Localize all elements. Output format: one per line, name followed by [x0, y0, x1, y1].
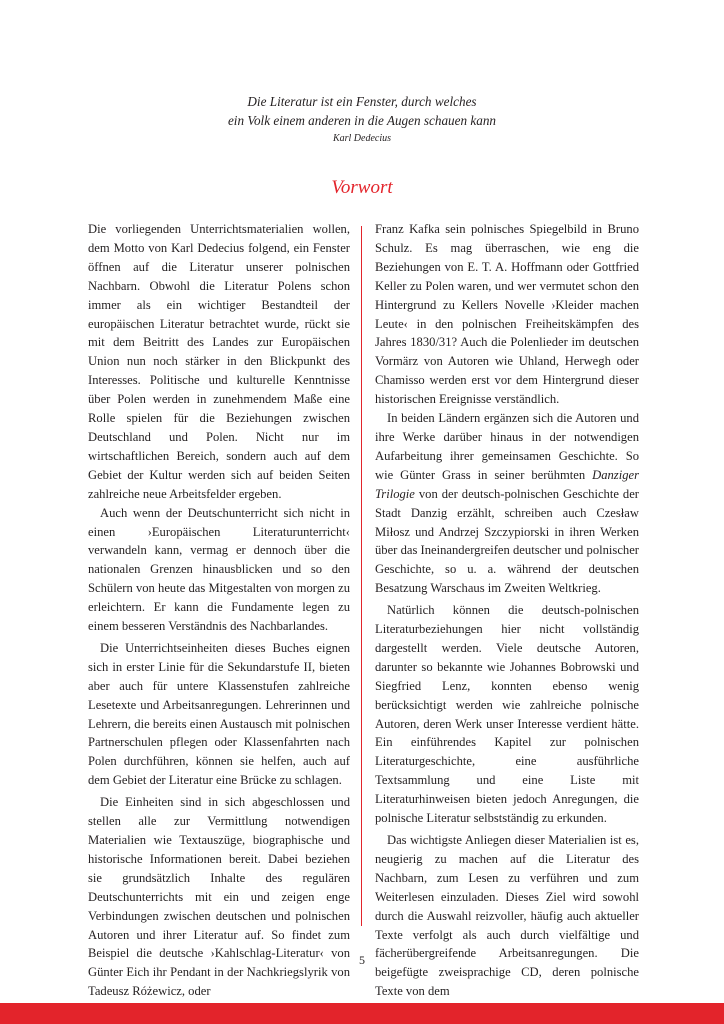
- page-number: 5: [359, 953, 365, 967]
- footer-bar: [0, 1003, 724, 1024]
- epigraph-author: Karl Dedecius: [332, 133, 392, 144]
- paragraph: [375, 409, 639, 598]
- left-column: [88, 220, 350, 1001]
- epigraph-line-2: ein Volk einem anderen in die Augen schauen kann: [227, 113, 497, 128]
- book-title: Danziger Trilogie: [375, 467, 639, 501]
- column-divider: [361, 226, 362, 926]
- epigraph: [0, 92, 724, 146]
- paragraph: Die Einheiten sind in sich abgeschlossen und stellen alle zur Vermittlung notwendigen Materialien wie Textauszüge, biographische und historische Informationen bereit. Dabei beziehen sie grundsätzlich Inhalte des regulären Deutschunterrichts mit ein und zeigen enge Verbindungen zwischen deutschen und polnischen Autoren und ihrer Literatur auf. So findet zum Beispiel die deutsche ›Kahlschlag-Literatur‹ von Günter Eich ihr Pendant in der Nachkriegslyrik von Tadeusz Różewicz, oder: [88, 795, 350, 999]
- paragraph: Franz Kafka sein polnisches Spiegelbild in Bruno Schulz. Es mag überraschen, wie eng die Beziehungen von E. T. A. Hoffmann oder Gottfried Keller zu Polen waren, und wer vermutet schon den Hintergrund zu Kellers Novelle ›Kleider machen Leute‹ in den polnischen Freiheitskämpfen des Jahres 1830/31? Auch die Polenlieder im deutschen Vormärz von Autoren wie Uhland, Herwegh oder Chamisso werden erst vor dem Hintergrund dieser historischen Ereignisse verständlich.: [375, 222, 639, 407]
- paragraph: Das wichtigste Anliegen dieser Materialien ist es, neugierig zu machen auf die Literatur des Nachbarn, zum Lesen zu verführen und zum Weiterlesen einzuladen. Dieses Ziel wird sowohl durch die Auswahl reizvoller, häufig auch aktueller Texte verfolgt als auch durch vielfältige und fächerübergreifende Arbeitsanregungen. Die beigefügte zweisprachige CD, deren polnische Texte von dem: [375, 833, 639, 999]
- paragraph: Die Unterrichtseinheiten dieses Buches eignen sich in erster Linie für die Sekundarstufe II, bieten aber auch für untere Klassenstufen zahlreiche Lesetexte und Arbeitsanregungen. Lehrerinnen und Lehrern, die bereits einen Austausch mit polnischen Partnerschulen pflegen oder Klassenfahrten nach Polen durchführen, können sie helfen, auch auf dem Gebiet der Literatur eine Brücke zu schlagen.: [88, 640, 350, 788]
- text-run: In beiden Ländern ergänzen sich die Autoren und ihre Werke darüber hinaus in der notwendigen Aufarbeitung ihrer gemeinsamen Geschichte. So wie Günter Grass in seiner berühmten: [375, 411, 639, 482]
- paragraph: Auch wenn der Deutschunterricht sich nicht in einen ›Europäischen Literaturunterricht‹ verwandeln kann, vermag er dennoch über die nationalen Grenzen hinausblicken und so den Schülern von heute das Mitgestalten von morgen zu erleichtern. Er kann die Fundamente legen zu einem besseren Verständnis des Nachbarlandes.: [88, 505, 350, 634]
- epigraph-line-1: Die Literatur ist ein Fenster, durch welches: [247, 94, 477, 109]
- right-column: [375, 220, 639, 1001]
- paragraph: Die vorliegenden Unterrichtsmaterialien wollen, dem Motto von Karl Dedecius folgend, ein Fenster öffnen auf die Literatur unserer polnischen Nachbarn. Obwohl die Literatur Polens schon immer als ein wichtiger Bestandteil der europäischen Literatur betrachtet wurde, rückt sie mit dem Beitritt des Landes zur Europäischen Union nun noch stärker in den Blickpunkt des Interesses. Politische und kulturelle Kenntnisse über Polen werden in zunehmendem Maße eine Rolle spielen für die Beziehungen zwischen Deutschland und Polen. Nicht nur im wirtschaftlichen Bereich, sondern auch auf dem Gebiet der Kultur werden sich auf beiden Seiten zahlreiche neue Arbeitsfelder ergeben.: [88, 222, 350, 501]
- text-run: von der deutsch-polnischen Geschichte der Stadt Danzig erzählt, schreiben auch Czesław Miłosz und Andrzej Szczypiorski in ihren Werken über das Ineinandergreifen deutscher und polnischer Geschichte, so u. a. während der deutschen Besatzung Warschaus im Zweiten Weltkrieg.: [375, 486, 639, 596]
- paragraph: Natürlich können die deutsch-polnischen Literaturbeziehungen hier nicht vollständig dargestellt werden. Viele deutsche Autoren, darunter so bekannte wie Johannes Bobrowski und Siegfried Lenz, konnten ebenso wenig berücksichtigt werden wie zahlreiche polnische Autoren, deren Werk unser Interesse verdient hätte. Ein einführendes Kapitel zur polnischen Literaturgeschichte, eine ausführliche Textsammlung und eine Liste mit Literaturhinweisen bieten jedoch Anregungen, die polnische Literatur selbstständig zu erkunden.: [375, 603, 639, 826]
- page-heading: Vorwort: [331, 177, 393, 198]
